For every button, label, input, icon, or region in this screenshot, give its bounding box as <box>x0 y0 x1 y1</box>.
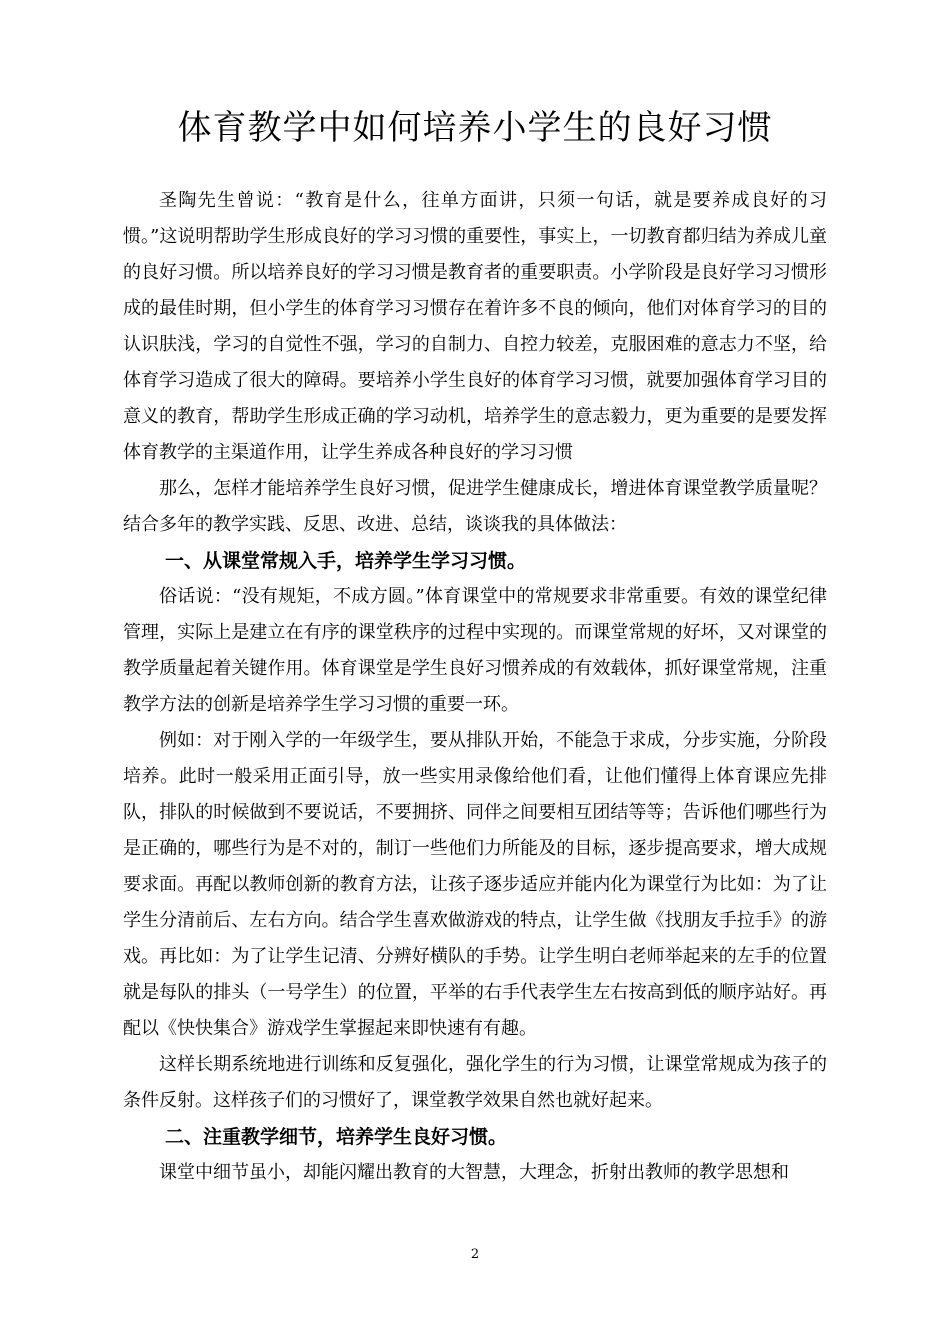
section-2-paragraph-1: 课堂中细节虽小，却能闪耀出教育的大智慧，大理念，折射出教师的教学思想和 <box>159 1162 789 1183</box>
page-number: 2 <box>470 1247 480 1262</box>
section-1-heading: 一、从课堂常规入手，培养学生学习习惯。 <box>165 550 527 572</box>
document-title: 体育教学中如何培养小学生的良好习惯 <box>177 108 773 148</box>
document-body <box>123 183 827 1191</box>
section-1-paragraph-3: 这样长期系统地进行训练和反复强化，强化学生的行为习惯，让课堂常规成为孩子的条件反射。这样孩子们的习惯好了，课堂教学效果自然也就好起来。 <box>123 1054 827 1111</box>
section-1-paragraph-1: 俗话说：“没有规矩，不成方圆。”体育课堂中的常规要求非常重要。有效的课堂纪律管理，实际上是建立在有序的课堂秩序的过程中实现的。而课堂常规的好坏，又对课堂的教学质量起着关键作用。体育课堂是学生良好习惯养成的有效载体，抓好课堂常规，注重教学方法的创新是培养学生学习习惯的重要一环。 <box>123 586 827 715</box>
intro-paragraph-1: 圣陶先生曾说：“教育是什么，往单方面讲，只须一句话，就是要养成良好的习惯。”这说明帮助学生形成良好的学习习惯的重要性，事实上，一切教育都归结为养成儿童的良好习惯。所以培养良好的学习习惯是教育者的重要职责。小学阶段是良好学习习惯形成的最佳时期，但小学生的体育学习习惯存在着许多不良的倾向，他们对体育学习的目的认识肤浅，学习的自觉性不强，学习的自制力、自控力较差，克服困难的意志力不坚，给体育学习造成了很大的障碍。要培养小学生良好的体育学习习惯，就要加强体育学习目的意义的教育，帮助学生形成正确的学习动机，培养学生的意志毅力，更为重要的是要发挥体育教学的主渠道作用，让学生养成各种良好的学习习惯 <box>123 190 827 463</box>
intro-paragraph-2: 那么，怎样才能培养学生良好习惯，促进学生健康成长，增进体育课堂教学质量呢？结合多年的教学实践、反思、改进、总结，谈谈我的具体做法： <box>123 478 827 535</box>
section-1-paragraph-2: 例如：对于刚入学的一年级学生，要从排队开始，不能急于求成，分步实施，分阶段培养。此时一般采用正面引导，放一些实用录像给他们看，让他们懂得上体育课应先排队，排队的时候做到不要说话，不要拥挤、同伴之间要相互团结等等；告诉他们哪些行为是正确的，哪些行为是不对的，制订一些他们力所能及的目标，逐步提高要求，增大成规要求面。再配以教师创新的教育方法，让孩子逐步适应并能内化为课堂行为比如：为了让学生分清前后、左右方向。结合学生喜欢做游戏的特点，让学生做《找朋友手拉手》的游戏。再比如：为了让学生记清、分辨好横队的手势。让学生明白老师举起来的左手的位置就是每队的排头（一号学生）的位置，平举的右手代表学生左右按高到低的顺序站好。再配以《快快集合》游戏学生掌握起来即快速有有趣。 <box>123 730 827 1039</box>
section-2-heading: 二、注重教学细节，培养学生良好习惯。 <box>165 1126 508 1148</box>
